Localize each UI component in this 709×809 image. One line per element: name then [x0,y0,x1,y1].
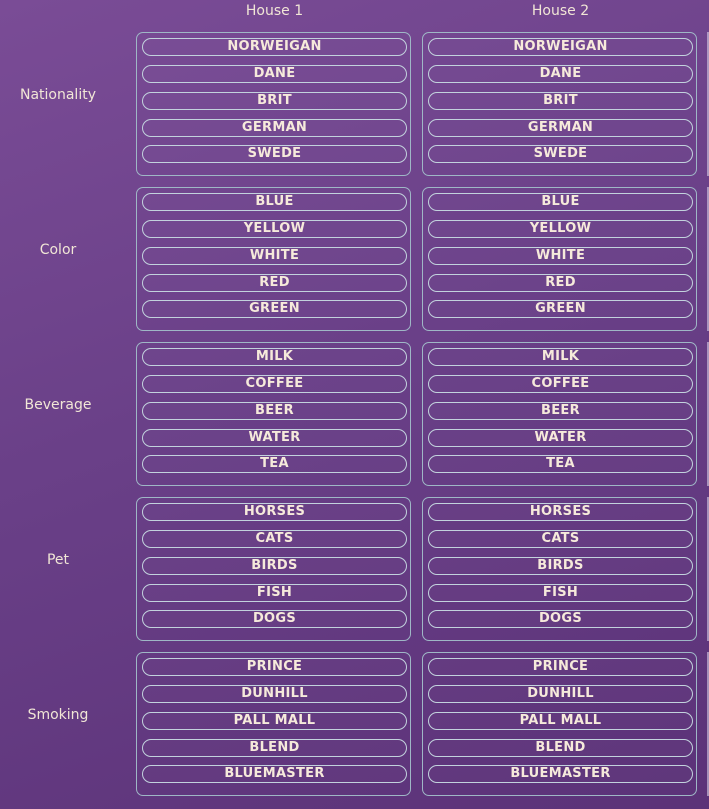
row-label-nationality: Nationality [19,87,96,103]
option-fish[interactable]: FISH [428,584,693,602]
option-norweigan[interactable]: NORWEIGAN [428,38,693,56]
row-label-smoking: Smoking [27,707,89,723]
option-red[interactable]: RED [142,274,407,292]
option-dunhill[interactable]: DUNHILL [142,685,407,703]
option-fish[interactable]: FISH [142,584,407,602]
option-red[interactable]: RED [428,274,693,292]
option-milk[interactable]: MILK [428,348,693,366]
cell-house2-smoking [422,652,697,796]
option-beer[interactable]: BEER [142,402,407,420]
option-birds[interactable]: BIRDS [142,557,407,575]
option-norweigan[interactable]: NORWEIGAN [142,38,407,56]
cell-house1-color [136,187,411,331]
option-prince[interactable]: PRINCE [142,658,407,676]
option-prince[interactable]: PRINCE [428,658,693,676]
cell-house2-nationality [422,32,697,176]
option-birds[interactable]: BIRDS [428,557,693,575]
row-label-beverage: Beverage [24,397,92,413]
option-pall-mall[interactable]: PALL MALL [428,712,693,730]
option-blend[interactable]: BLEND [142,739,407,757]
option-bluemaster[interactable]: BLUEMASTER [142,765,407,783]
option-yellow[interactable]: YELLOW [428,220,693,238]
option-blue[interactable]: BLUE [142,193,407,211]
option-german[interactable]: GERMAN [428,119,693,137]
option-coffee[interactable]: COFFEE [428,375,693,393]
option-horses[interactable]: HORSES [428,503,693,521]
option-tea[interactable]: TEA [142,455,407,473]
option-dane[interactable]: DANE [142,65,407,83]
option-tea[interactable]: TEA [428,455,693,473]
option-blend[interactable]: BLEND [428,739,693,757]
option-white[interactable]: WHITE [428,247,693,265]
option-yellow[interactable]: YELLOW [142,220,407,238]
option-white[interactable]: WHITE [142,247,407,265]
option-brit[interactable]: BRIT [428,92,693,110]
option-blue[interactable]: BLUE [428,193,693,211]
option-beer[interactable]: BEER [428,402,693,420]
cell-house2-color [422,187,697,331]
row-label-color: Color [39,242,77,258]
cell-house1-beverage [136,342,411,486]
option-coffee[interactable]: COFFEE [142,375,407,393]
cell-house1-smoking [136,652,411,796]
option-cats[interactable]: CATS [428,530,693,548]
option-dogs[interactable]: DOGS [428,610,693,628]
option-horses[interactable]: HORSES [142,503,407,521]
option-dogs[interactable]: DOGS [142,610,407,628]
option-water[interactable]: WATER [428,429,693,447]
cell-house2-beverage [422,342,697,486]
option-green[interactable]: GREEN [428,300,693,318]
option-dunhill[interactable]: DUNHILL [428,685,693,703]
option-german[interactable]: GERMAN [142,119,407,137]
house-2-header: House 2 [531,3,590,19]
option-cats[interactable]: CATS [142,530,407,548]
cell-house1-nationality [136,32,411,176]
option-pall-mall[interactable]: PALL MALL [142,712,407,730]
row-label-pet: Pet [46,552,70,568]
option-bluemaster[interactable]: BLUEMASTER [428,765,693,783]
option-swede[interactable]: SWEDE [428,145,693,163]
option-water[interactable]: WATER [142,429,407,447]
cell-house1-pet [136,497,411,641]
option-green[interactable]: GREEN [142,300,407,318]
house-1-header: House 1 [245,3,304,19]
cell-house2-pet [422,497,697,641]
option-milk[interactable]: MILK [142,348,407,366]
option-brit[interactable]: BRIT [142,92,407,110]
option-swede[interactable]: SWEDE [142,145,407,163]
option-dane[interactable]: DANE [428,65,693,83]
